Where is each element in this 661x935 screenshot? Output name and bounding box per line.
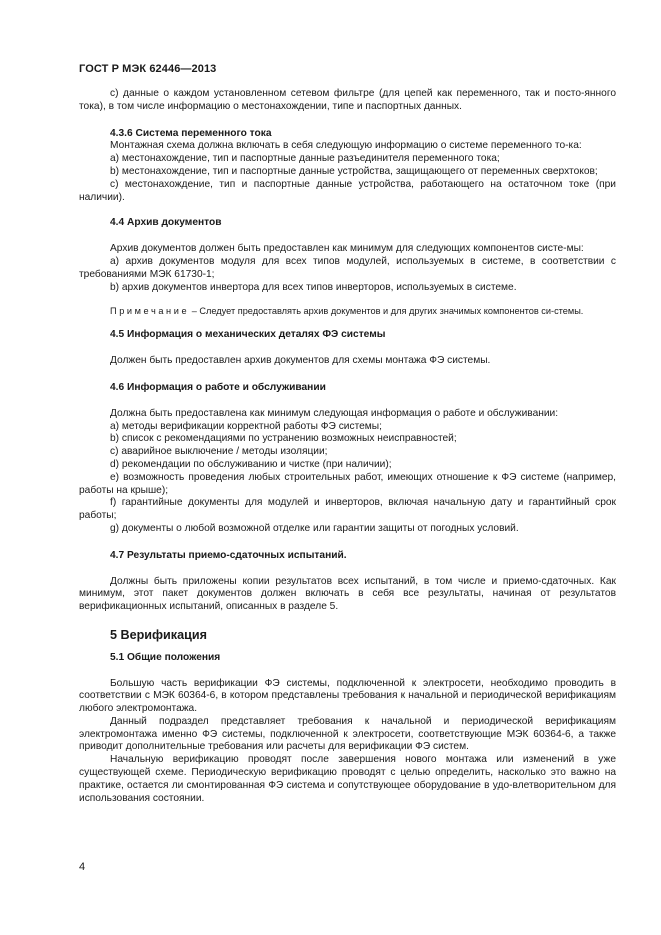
list-item: f) гарантийные документы для модулей и инверторов, включая начальную дату и гарантийный срок работы; — [79, 497, 616, 522]
list-item: d) рекомендации по обслуживанию и чистке (при наличии); — [110, 458, 392, 470]
paragraph: Начальную верификацию проводят после завершения нового монтажа или изменений в уже существующей схеме. Периодическую верификацию проводят с целью определить, насколько это важно на практике, остается ли смонтированная ФЭ система и сопутствующее оборудование в удо-влетворительном для использования состоянии. — [79, 754, 616, 804]
list-item: а) архив документов модуля для всех типов модулей, используемых в системе, в соответствии с требованиями МЭК 61730-1; — [79, 255, 616, 280]
section-heading-4-3-6: 4.3.6 Система переменного тока — [110, 127, 272, 139]
list-item: с) местонахождение, тип и паспортные данные устройства, работающего на остаточном токе (при наличии). — [79, 178, 616, 203]
paragraph: Должны быть приложены копии результатов всех испытаний, в том числе и приемо-сдаточных. Как минимум, этот пакет документов должен включать в себя все результаты, начиная от результатов верификационных испытаний, описанных в разделе 5. — [79, 575, 616, 613]
paragraph: Должен быть предоставлен архив документов для схемы монтажа ФЭ системы. — [110, 355, 491, 367]
paragraph: Должна быть предоставлена как минимум следующая информация о работе и обслуживании: — [110, 407, 559, 419]
list-item: с) аварийное выключение / методы изоляции; — [110, 446, 328, 458]
paragraph: Большую часть верификации ФЭ системы, подключенной к электросети, необходимо проводить в соответствии с МЭК 60364-6, в котором представлены требования к начальной и периодической верификациям любого электромонтажа. — [79, 677, 616, 715]
section-heading-5-1: 5.1 Общие положения — [110, 651, 221, 663]
section-heading-4-6: 4.6 Информация о работе и обслуживании — [110, 381, 326, 393]
list-item: b) архив документов инвертора для всех типов инверторов, используемых в системе. — [110, 281, 517, 293]
page-number: 4 — [79, 861, 86, 873]
document-header-code: ГОСТ Р МЭК 62446—2013 — [79, 63, 217, 75]
list-item: b) список с рекомендациями по устранению возможных неисправностей; — [110, 433, 457, 445]
document-body — [79, 84, 616, 805]
list-item: а) местонахождение, тип и паспортные данные разъединителя переменного тока; — [110, 153, 500, 165]
list-item: е) возможность проведения любых строительных работ, имеющих отношение к ФЭ системе (например, работы на крыше); — [79, 471, 616, 496]
list-item: b) местонахождение, тип и паспортные данные устройства, защищающего от переменных сверхтоков; — [110, 165, 598, 177]
note-label: Примечание — [110, 306, 190, 317]
section-heading-4-7: 4.7 Результаты приемо-сдаточных испытаний. — [110, 549, 347, 561]
paragraph: Архив документов должен быть предоставлен как минимум для следующих компонентов систе-мы: — [110, 243, 584, 255]
section-heading-4-5: 4.5 Информация о механических деталях ФЭ системы — [110, 329, 386, 341]
paragraph: Монтажная схема должна включать в себя следующую информацию о системе переменного то-ка: — [110, 140, 582, 152]
section-heading-4-4: 4.4 Архив документов — [110, 217, 222, 229]
list-item: а) методы верификации корректной работы ФЭ системы; — [110, 420, 382, 432]
list-item: g) документы о любой возможной отделке или гарантии защиты от погодных условий. — [110, 522, 519, 534]
paragraph: с) данные о каждом установленном сетевом фильтре (для цепей как переменного, так и посто-янного тока), в том числе информацию о местонахождении, типе и паспортных данных. — [79, 88, 616, 112]
paragraph: Данный подраздел представляет требования к начальной и периодической верификациям электромонтажа именно ФЭ системы, подключенной к электросети, соответствующие МЭК 60364-6, а также приводит дополнительные требования или расчеты для верификации ФЭ систем. — [79, 715, 616, 753]
note-text: – Следует предоставлять архив документов и для других значимых компонентов си-стемы. — [189, 306, 584, 317]
note — [79, 305, 616, 317]
section-heading-5: 5 Верификация — [110, 627, 207, 642]
